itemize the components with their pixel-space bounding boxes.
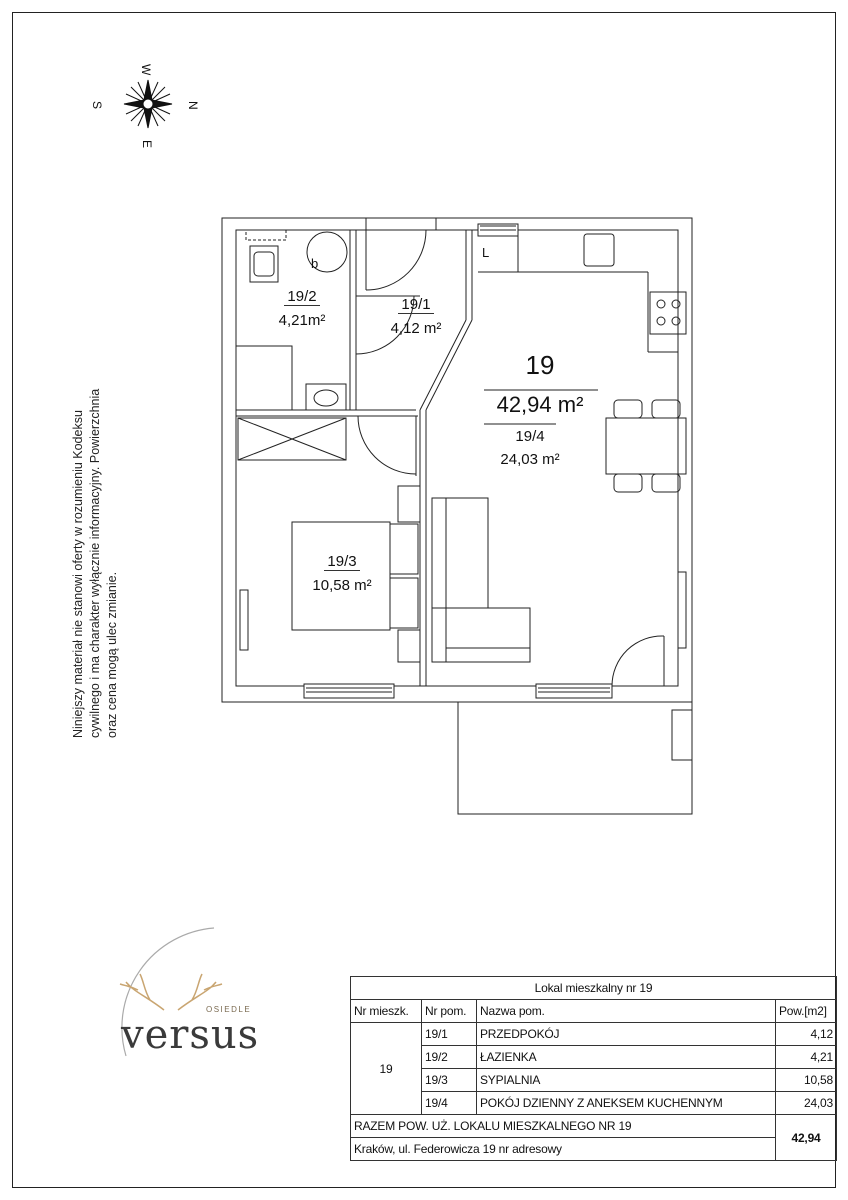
address-row — [351, 1138, 837, 1161]
total-row — [351, 1115, 837, 1138]
table-row: 19 19/1 PRZEDPOKÓJ 4,12 — [351, 1023, 837, 1046]
table-row: 19/2 ŁAZIENKA 4,21 — [351, 1046, 837, 1069]
kitchen — [478, 230, 686, 352]
laundry-letter: L — [482, 245, 490, 260]
address: Kraków, ul. Federowicza 19 nr adresowy — [351, 1138, 776, 1161]
logo-subtitle: OSIEDLE — [206, 1005, 252, 1014]
apartment-number: 19 — [525, 350, 555, 380]
apartment-area: 42,94 m² — [496, 392, 584, 417]
apartment-table — [350, 976, 837, 1161]
total-value: 42,94 — [776, 1115, 837, 1161]
compass-rose-icon — [124, 80, 172, 128]
compass-west: W — [139, 64, 153, 76]
sofa — [432, 498, 530, 662]
room-19-2-label: 19/2 4,21m² — [278, 288, 326, 329]
dining-set — [606, 400, 686, 492]
room-19-3-label: 19/3 10,58 m² — [312, 553, 372, 594]
compass-south: S — [90, 101, 104, 110]
boiler-letter: b — [311, 256, 319, 271]
table-header-row: Nr mieszk. Nr pom. Nazwa pom. Pow.[m2] — [351, 1000, 837, 1023]
compass-east: E — [140, 140, 154, 149]
logo-brand: versus — [121, 1012, 260, 1058]
apartment-number-cell: 19 — [351, 1023, 422, 1115]
balcony — [458, 702, 692, 814]
disclaimer-text: Niniejszy materiał nie stanowi oferty w rozumieniu Kodeksu cywilnego i ma charakter wyłącznie informacyjny. Powierzchnia oraz cena mogą ulec zmianie. — [71, 388, 119, 738]
table-title: Lokal mieszkalny nr 19 — [351, 977, 837, 1000]
room-19-1-label: 19/1 4,12 m² — [390, 296, 442, 337]
table-row: 19/4 POKÓJ DZIENNY Z ANEKSEM KUCHENNYM 24,03 — [351, 1092, 837, 1115]
table-row: 19/3 SYPIALNIA 10,58 — [351, 1069, 837, 1092]
compass-north: N — [186, 101, 200, 110]
room-19-4-label: 19/4 24,03 m² — [500, 428, 560, 468]
wardrobe — [238, 418, 346, 460]
total-label: RAZEM POW. UŻ. LOKALU MIESZKALNEGO NR 19 — [351, 1115, 776, 1138]
